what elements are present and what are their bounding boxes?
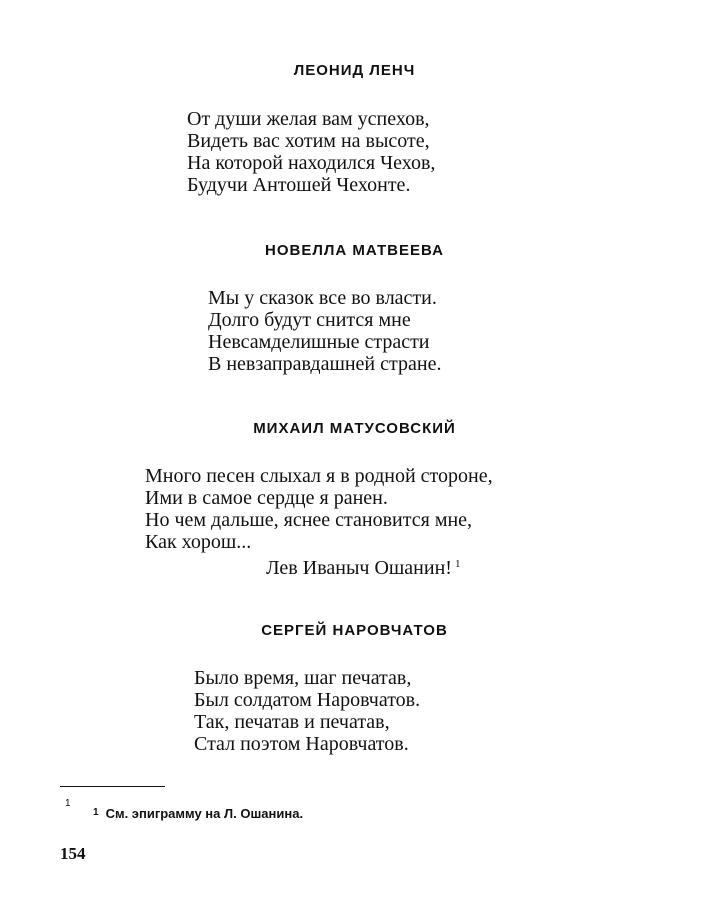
footnote-divider <box>60 786 165 787</box>
signoff-text: Лев Иваныч Ошанин! <box>266 557 452 579</box>
footnote-text: См. эпиграмму на Л. Ошанина. <box>105 806 304 821</box>
poem-line: Ими в самое сердце я ранен. <box>145 487 388 509</box>
author-heading-matusovsky: МИХАИЛ МАТУСОВСКИЙ <box>253 420 456 437</box>
poem-line: Так, печатав и печатав, <box>194 711 390 733</box>
poem-line: На которой находился Чехов, <box>187 152 436 174</box>
poem-signoff <box>266 553 460 579</box>
poem-line: Было время, шаг печатав, <box>194 667 412 689</box>
poem-matveeva <box>208 287 441 375</box>
poem-lench <box>187 108 435 196</box>
author-heading-narovchatov: СЕРГЕЙ НАРОВЧАТОВ <box>261 622 448 639</box>
author-heading-lench: ЛЕОНИД ЛЕНЧ <box>293 62 416 79</box>
poem-line: Невсамделишные страсти <box>208 331 430 353</box>
poem-line: Будучи Антошей Чехонте. <box>187 174 411 196</box>
footnote <box>93 806 303 821</box>
poem-line: Мы у сказок все во власти. <box>208 287 437 309</box>
poem-line: От души желая вам успехов, <box>187 108 430 130</box>
poem-line: Стал поэтом Наровчатов. <box>194 733 409 755</box>
footnote-number: 1 <box>93 807 99 818</box>
poem-line: Но чем дальше, яснее становится мне, <box>145 509 473 531</box>
poem-line: Долго будут снится мне <box>208 309 411 331</box>
poem-line: Видеть вас хотим на высоте, <box>187 130 430 152</box>
footnote-reference: 1 <box>454 558 461 570</box>
poem-line: Много песен слыхал я в родной стороне, <box>145 465 493 487</box>
author-heading-matveeva: НОВЕЛЛА МАТВЕЕВА <box>265 242 444 259</box>
footnote-mark: 1 <box>65 798 71 809</box>
page-number: 154 <box>60 844 86 863</box>
poem-matusovsky <box>145 465 493 553</box>
poem-line: Был солдатом Наровчатов. <box>194 689 421 711</box>
poem-line: В невзаправдашней стране. <box>208 353 442 375</box>
poem-line: Как хорош... <box>145 531 252 553</box>
poem-narovchatov <box>194 667 420 755</box>
